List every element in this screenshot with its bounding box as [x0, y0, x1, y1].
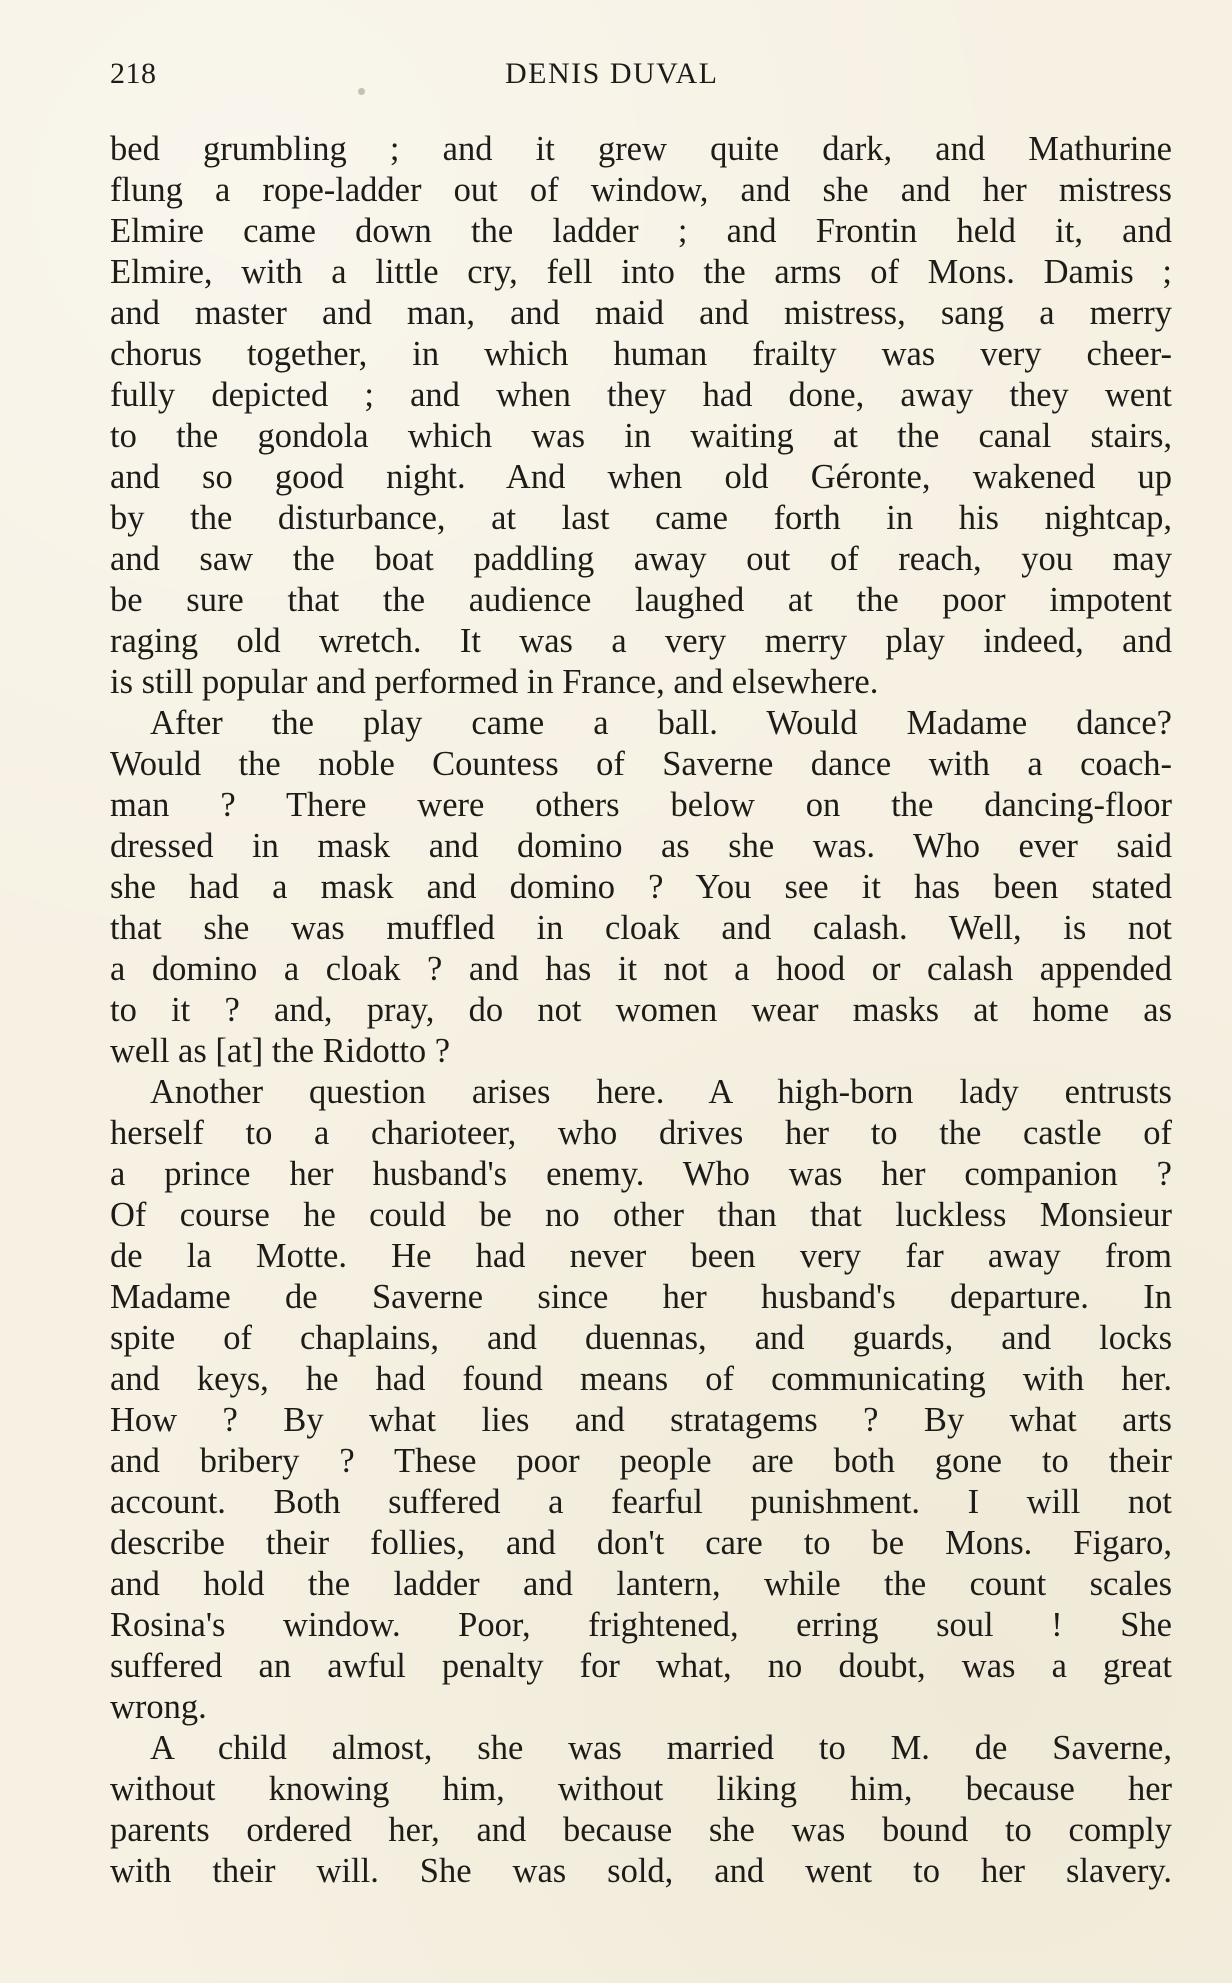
- text-line: a domino a cloak ? and has it not a hood or calash appended: [110, 950, 1172, 988]
- text-line: de la Motte. He had never been very far away from: [110, 1237, 1172, 1275]
- text-line: Elmire, with a little cry, fell into the arms of Mons. Damis ;: [110, 253, 1172, 291]
- text-line: account. Both suffered a fearful punishment. I will not: [110, 1483, 1172, 1521]
- page-number: 218: [110, 57, 157, 90]
- text-line: parents ordered her, and because she was bound to comply: [110, 1811, 1172, 1849]
- text-line: flung a rope-ladder out of window, and she and her mistress: [110, 171, 1172, 209]
- text-line: man ? There were others below on the dancing-floor: [110, 786, 1172, 824]
- book-title: DENIS DUVAL: [505, 57, 719, 90]
- text-line: and bribery ? These poor people are both gone to their: [110, 1442, 1172, 1480]
- paragraph-start-line: After the play came a ball. Would Madame dance?: [150, 704, 1172, 742]
- paragraph-start-line: Another question arises here. A high-born lady entrusts: [150, 1073, 1172, 1111]
- text-line: by the disturbance, at last came forth in his nightcap,: [110, 499, 1172, 537]
- text-line: Madame de Saverne since her husband's departure. In: [110, 1278, 1172, 1316]
- text-line: to it ? and, pray, do not women wear masks at home as: [110, 991, 1172, 1029]
- text-line: that she was muffled in cloak and calash. Well, is not: [110, 909, 1172, 947]
- text-line: with their will. She was sold, and went to her slavery.: [110, 1852, 1172, 1890]
- text-line: Of course he could be no other than that luckless Monsieur: [110, 1196, 1172, 1234]
- text-line: and hold the ladder and lantern, while the count scales: [110, 1565, 1172, 1603]
- text-line: herself to a charioteer, who drives her to the castle of: [110, 1114, 1172, 1152]
- paragraph-end-line: well as [at] the Ridotto ?: [110, 1032, 451, 1070]
- text-line: and master and man, and maid and mistress, sang a merry: [110, 294, 1172, 332]
- text-line: suffered an awful penalty for what, no doubt, was a great: [110, 1647, 1172, 1685]
- text-line: chorus together, in which human frailty was very cheer-: [110, 335, 1172, 373]
- paragraph-start-line: A child almost, she was married to M. de Saverne,: [150, 1729, 1172, 1767]
- text-line: bed grumbling ; and it grew quite dark, and Mathurine: [110, 130, 1172, 168]
- text-line: Would the noble Countess of Saverne dance with a coach-: [110, 745, 1172, 783]
- text-line: be sure that the audience laughed at the poor impotent: [110, 581, 1172, 619]
- running-head: [110, 54, 1172, 94]
- text-line: she had a mask and domino ? You see it has been stated: [110, 868, 1172, 906]
- text-line: and so good night. And when old Géronte, wakened up: [110, 458, 1172, 496]
- text-line: describe their follies, and don't care to be Mons. Figaro,: [110, 1524, 1172, 1562]
- text-line: fully depicted ; and when they had done, away they went: [110, 376, 1172, 414]
- text-line: without knowing him, without liking him, because her: [110, 1770, 1172, 1808]
- text-line: and keys, he had found means of communicating with her.: [110, 1360, 1172, 1398]
- text-line: to the gondola which was in waiting at the canal stairs,: [110, 417, 1172, 455]
- text-line: How ? By what lies and stratagems ? By what arts: [110, 1401, 1172, 1439]
- paragraph-end-line: wrong.: [110, 1688, 207, 1726]
- text-line: dressed in mask and domino as she was. Who ever said: [110, 827, 1172, 865]
- text-line: Elmire came down the ladder ; and Frontin held it, and: [110, 212, 1172, 250]
- text-line: and saw the boat paddling away out of reach, you may: [110, 540, 1172, 578]
- text-line: raging old wretch. It was a very merry play indeed, and: [110, 622, 1172, 660]
- text-line: Rosina's window. Poor, frightened, erring soul ! She: [110, 1606, 1172, 1644]
- body-text: [110, 129, 1172, 1892]
- text-line: a prince her husband's enemy. Who was her companion ?: [110, 1155, 1172, 1193]
- text-line: spite of chaplains, and duennas, and guards, and locks: [110, 1319, 1172, 1357]
- paragraph-end-line: is still popular and performed in France, and elsewhere.: [110, 663, 879, 701]
